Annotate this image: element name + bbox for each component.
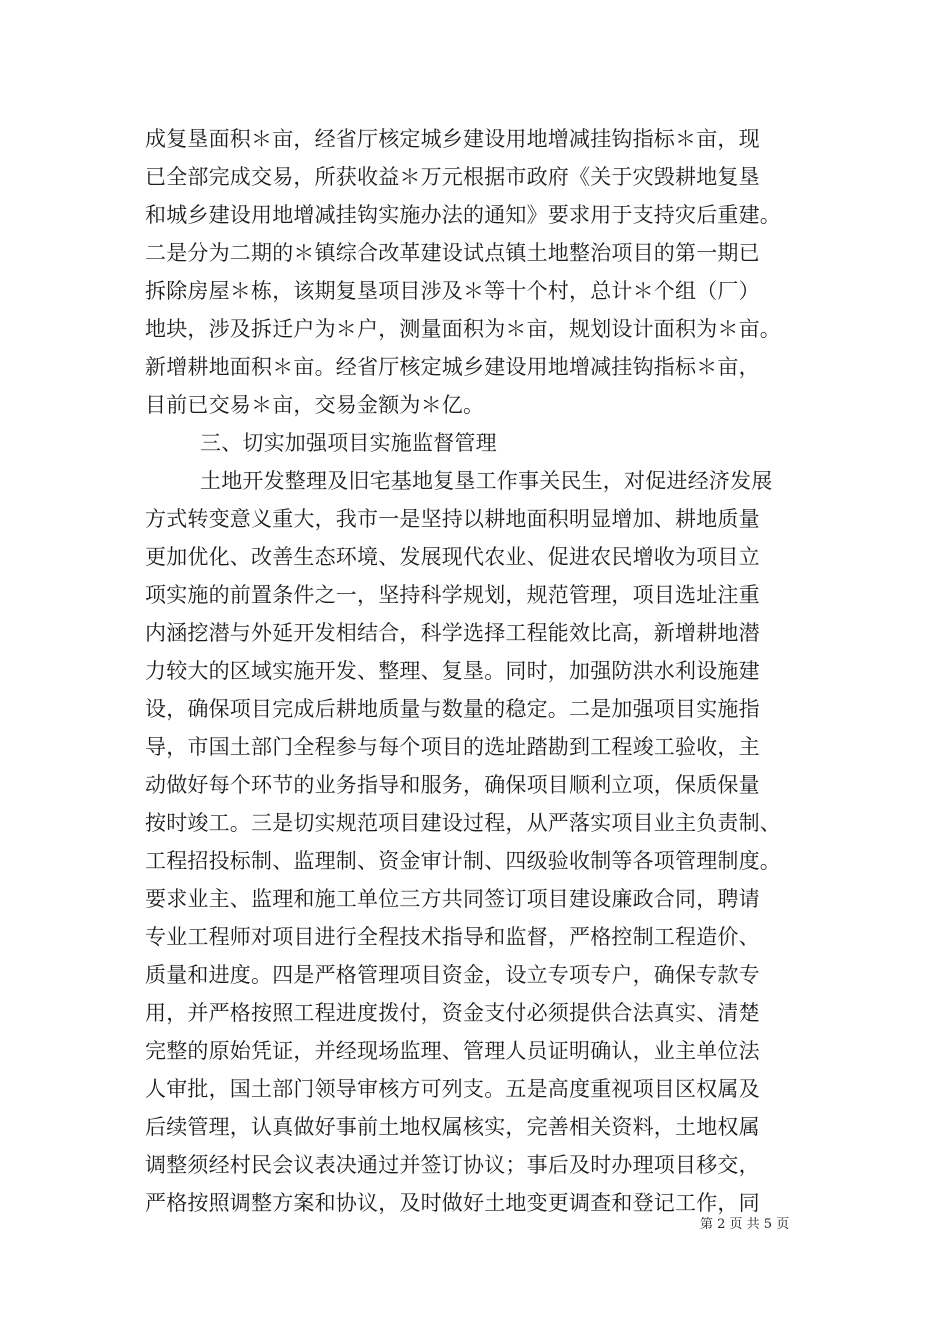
text-line: 完整的原始凭证，并经现场监理、管理人员证明确认，业主单位法 bbox=[145, 1039, 760, 1063]
text-line: 工程招投标制、监理制、资金审计制、四级验收制等各项管理制度。 bbox=[145, 849, 781, 873]
text-line: 用，并严格按照工程进度拨付，资金支付必须提供合法真实、清楚 bbox=[145, 1001, 760, 1025]
text-line: 人审批，国土部门领导审核方可列支。五是高度重视项目区权属及 bbox=[145, 1077, 760, 1101]
text-line: 设，确保项目完成后耕地质量与数量的稳定。二是加强项目实施指 bbox=[145, 697, 760, 721]
text-line: 方式转变意义重大，我市一是坚持以耕地面积明显增加、耕地质量 bbox=[145, 507, 760, 531]
text-line: 专业工程师对项目进行全程技术指导和监督，严格控制工程造价、 bbox=[145, 925, 760, 949]
text-line: 成复垦面积＊亩，经省厅核定城乡建设用地增减挂钩指标＊亩，现 bbox=[145, 127, 760, 151]
text-line: 项实施的前置条件之一，坚持科学规划，规范管理，项目选址注重 bbox=[145, 583, 760, 607]
page-number: 第 2 页 共 5 页 bbox=[700, 1217, 790, 1232]
text-line: 拆除房屋＊栋，该期复垦项目涉及＊等十个村，总计＊个组（厂） bbox=[145, 279, 760, 303]
text-line: 调整须经村民会议表决通过并签订协议；事后及时办理项目移交， bbox=[145, 1153, 760, 1177]
text-line: 按时竣工。三是切实规范项目建设过程，从严落实项目业主负责制、 bbox=[145, 811, 781, 835]
text-line: 严格按照调整方案和协议，及时做好土地变更调查和登记工作，同 bbox=[145, 1191, 760, 1215]
text-line: 内涵挖潜与外延开发相结合，科学选择工程能效比高，新增耕地潜 bbox=[145, 621, 760, 645]
body-text bbox=[145, 120, 815, 1222]
text-line: 目前已交易＊亩，交易金额为＊亿。 bbox=[145, 393, 485, 417]
text-line: 和城乡建设用地增减挂钩实施办法的通知》要求用于支持灾后重建。 bbox=[145, 203, 781, 227]
text-line: 动做好每个环节的业务指导和服务，确保项目顺利立项，保质保量 bbox=[145, 773, 760, 797]
text-line: 导，市国土部门全程参与每个项目的选址踏勘到工程竣工验收，主 bbox=[145, 735, 760, 759]
section-heading: 三、切实加强项目实施监督管理 bbox=[200, 431, 497, 455]
text-line: 要求业主、监理和施工单位三方共同签订项目建设廉政合同，聘请 bbox=[145, 887, 760, 911]
text-line: 地块，涉及拆迁户为＊户，测量面积为＊亩，规划设计面积为＊亩。 bbox=[145, 317, 781, 341]
text-line: 新增耕地面积＊亩。经省厅核定城乡建设用地增减挂钩指标＊亩， bbox=[145, 355, 760, 379]
text-line: 更加优化、改善生态环境、发展现代农业、促进农民增收为项目立 bbox=[145, 545, 760, 569]
text-line: 二是分为二期的＊镇综合改革建设试点镇土地整治项目的第一期已 bbox=[145, 241, 760, 265]
text-line: 质量和进度。四是严格管理项目资金，设立专项专户，确保专款专 bbox=[145, 963, 760, 987]
text-line: 已全部完成交易，所获收益＊万元根据市政府《关于灾毁耕地复垦 bbox=[145, 165, 760, 189]
paragraph-first-line: 土地开发整理及旧宅基地复垦工作事关民生，对促进经济发展 bbox=[200, 469, 773, 493]
text-line: 力较大的区域实施开发、整理、复垦。同时，加强防洪水利设施建 bbox=[145, 659, 760, 683]
text-line: 后续管理，认真做好事前土地权属核实，完善相关资料，土地权属 bbox=[145, 1115, 760, 1139]
